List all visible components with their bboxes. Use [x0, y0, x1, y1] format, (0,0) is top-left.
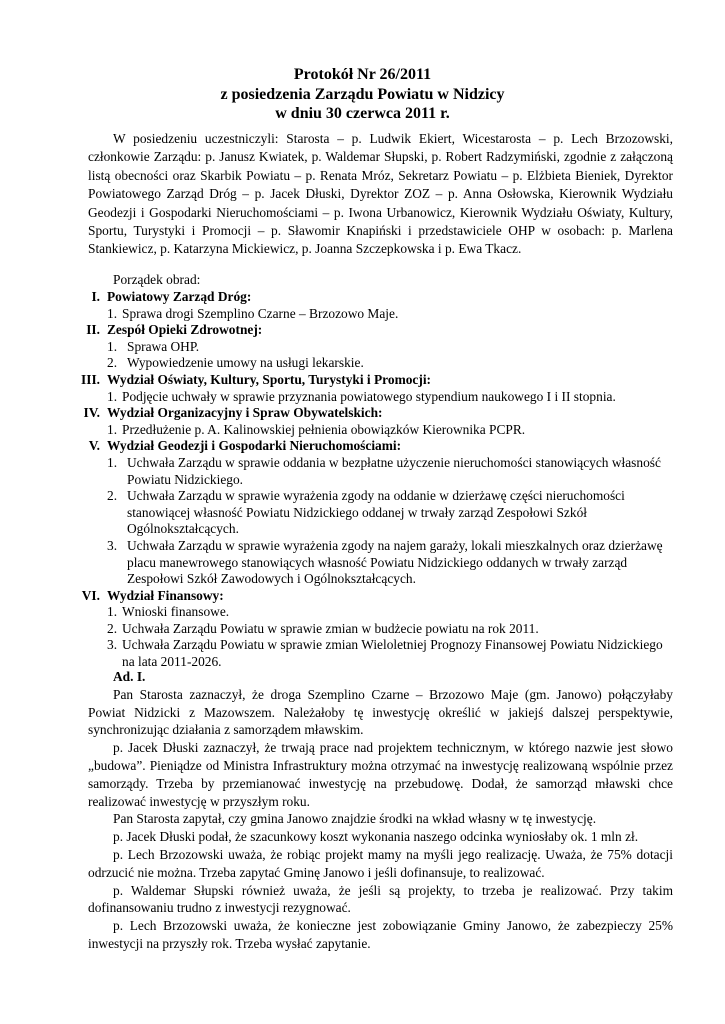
agenda-item-number: 3.	[107, 537, 118, 553]
ad-paragraphs	[88, 686, 673, 953]
agenda-item-number: 1.	[107, 421, 118, 437]
ad-paragraph: Pan Starosta zapytał, czy gmina Janowo znajdzie środki na wkład własny w tę inwestycję.	[113, 811, 597, 827]
ad-paragraph: p. Jacek Dłuski podał, że szacunkowy koszt wykonania naszego odcinka wyniosłaby ok. 1 mln zł.	[113, 829, 639, 845]
agenda-item	[0, 538, 725, 588]
agenda-section-title: Powiatowy Zarząd Dróg:	[107, 289, 252, 304]
agenda-section-numeral: II.	[86, 322, 100, 338]
agenda-item-text: Podjęcie uchwały w sprawie przyznania powiatowego stypendium naukowego I i II stopnia.	[122, 388, 616, 404]
ad-paragraph: Pan Starosta zaznaczył, że droga Szemplino Czarne – Brzozowo Maje (gm. Janowo) połączyłaby Powiat Nidzicki z Mazowszem. Należałoby tę inwestycję określić w jakiejś dalszej perspektywie, synchronizując działania z samorządem mławskim.	[88, 686, 673, 738]
agenda-section	[0, 438, 725, 455]
agenda-section-numeral: V.	[88, 438, 100, 454]
agenda-label: Porządek obrad:	[113, 272, 201, 287]
agenda-item-number: 1.	[107, 388, 118, 404]
ad-paragraph: p. Jacek Dłuski zaznaczył, że trwają prace nad projektem technicznym, w którego nazwie jest słowo „budowa”. Pieniądze od Ministra Infrastruktury można otrzymać na inwestycję realizowaną wspólnie przez samorządy. Trzeba by przemianować inwestycję na przebudowę. Dodał, że samorząd mławski chce realizować inwestycję w przyszłym roku.	[88, 740, 673, 809]
agenda-section-numeral: IV.	[83, 405, 100, 421]
agenda-section	[0, 322, 725, 339]
agenda-item-number: 2.	[107, 488, 118, 504]
agenda-section-numeral: VI.	[81, 587, 100, 603]
agenda-item-number: 2.	[107, 620, 118, 636]
agenda-item-text: Sprawa drogi Szemplino Czarne – Brzozowo Maje.	[122, 305, 399, 321]
protocol-date: w dniu 30 czerwca 2011 r.	[275, 105, 450, 122]
agenda-item-text: Uchwała Zarządu Powiatu w sprawie zmian Wieloletniej Prognozy Finansowej Powiatu Nidzickiego na lata 2011-2026.	[122, 637, 663, 670]
agenda-item-text: Uchwała Zarządu w sprawie wyrażenia zgody na oddanie w dzierżawę części nieruchomości stanowiącej własność Powiatu Nidzickiego oddanej w trwały zarząd Zespołowi Szkół Ogólnokształcących.	[127, 488, 625, 537]
attendance-paragraph: W posiedzeniu uczestniczyli: Starosta – p. Ludwik Ekiert, Wicestarosta – p. Lech Brzozowski, członkowie Zarządu: p. Janusz Kwiatek, p. Waldemar Słupski, p. Robert Radzymiński, zgodnie z załączoną listą obecności oraz Skarbik Powiatu – p. Renata Mróz, Sekretarz Powiatu – p. Elżbieta Bieniek, Dyrektor Powiatowego Zarząd Dróg – p. Jacek Dłuski, Dyrektor ZOZ – p. Anna Osłowska, Kierownik Wydziału Geodezji i Gospodarki Nieruchomościami – p. Iwona Urbanowicz, Kierownik Wydziału Oświaty, Kultury, Sportu, Turystyki i Promocji – p. Sławomir Knapiński i przedstawiciele OHP w osobach: p. Marlena Stankiewicz, p. Katarzyna Mickiewicz, p. Joanna Szczepkowska i p. Ewa Tkacz.	[88, 131, 673, 257]
agenda-item-number: 1.	[107, 454, 118, 470]
agenda-section	[0, 405, 725, 422]
protocol-subtitle: z posiedzenia Zarządu Powiatu w Nidzicy	[220, 86, 505, 103]
agenda-section-title: Wydział Oświaty, Kultury, Sportu, Turystyki i Promocji:	[107, 371, 432, 387]
agenda-item-text: Wnioski finansowe.	[122, 604, 230, 620]
ad-paragraph: p. Lech Brzozowski uważa, że konieczne jest zobowiązanie Gminy Janowo, że zabezpieczy 25% inwestycji na przyszły rok. Trzeba wysłać zapytanie.	[88, 918, 673, 951]
ad-paragraph: p. Waldemar Słupski również uważa, że jeśli są projekty, to trzeba je realizować. Przy takim dofinansowaniu trudno z inwestycji rezygnować.	[88, 882, 673, 916]
agenda-item-number: 1.	[107, 604, 118, 620]
agenda-section	[0, 289, 725, 306]
agenda-section	[0, 588, 725, 605]
agenda-item	[0, 389, 725, 406]
agenda-item	[0, 355, 725, 372]
agenda-item-number: 2.	[107, 355, 118, 371]
agenda-item-text: Uchwała Zarządu Powiatu w sprawie zmian w budżecie powiatu na rok 2011.	[122, 620, 539, 636]
protocol-title: Protokół Nr 26/2011	[293, 66, 432, 83]
agenda-section-numeral: III.	[81, 371, 100, 387]
agenda-item-text: Przedłużenie p. A. Kalinowskiej pełnienia obowiązków Kierownika PCPR.	[122, 421, 526, 437]
agenda-item-text: Uchwała Zarządu w sprawie wyrażenia zgody na najem garaży, lokali mieszkalnych oraz dzierżawę placu manewrowego stanowiących własność Powiatu Nidzickiego oddanych w trwały zarząd Zespołowi Szkół Zawodowych i Ogólnokształcących.	[127, 537, 663, 587]
agenda-list	[0, 289, 725, 671]
agenda-item	[0, 604, 725, 621]
agenda-item	[0, 637, 725, 670]
ad-section	[88, 668, 673, 953]
agenda-section-title: Zespół Opieki Zdrowotnej:	[107, 322, 263, 338]
agenda-item	[0, 488, 725, 538]
agenda-item	[0, 306, 725, 323]
agenda-item-text: Uchwała Zarządu w sprawie oddania w bezpłatne użyczenie nieruchomości stanowiących własność Powiatu Nidzickiego.	[127, 454, 661, 487]
agenda-section	[0, 372, 725, 389]
agenda-item-number: 1.	[107, 305, 118, 321]
agenda-item-number: 1.	[107, 338, 118, 354]
agenda-item	[0, 339, 725, 356]
agenda-item	[0, 621, 725, 638]
ad-heading: Ad. I.	[113, 669, 146, 684]
agenda-item-text: Sprawa OHP.	[127, 338, 200, 354]
ad-paragraph: p. Lech Brzozowski uważa, że robiąc projekt mamy na myśli jego realizację. Uważa, że 75% dotacji odrzucić nie można. Trzeba zapytać Gminę Janowo i jeśli dofinansuje, to realizować.	[88, 846, 673, 880]
agenda-section-title: Wydział Geodezji i Gospodarki Nieruchomościami:	[107, 438, 402, 454]
agenda-section-title: Wydział Organizacyjny i Spraw Obywatelskich:	[107, 405, 383, 421]
agenda-item-number: 3.	[107, 637, 118, 653]
agenda-section-numeral: I.	[91, 289, 100, 304]
agenda-item	[0, 422, 725, 439]
agenda-item	[0, 455, 725, 488]
agenda-item-text: Wypowiedzenie umowy na usługi lekarskie.	[127, 355, 364, 371]
agenda-section-title: Wydział Finansowy:	[107, 587, 224, 603]
